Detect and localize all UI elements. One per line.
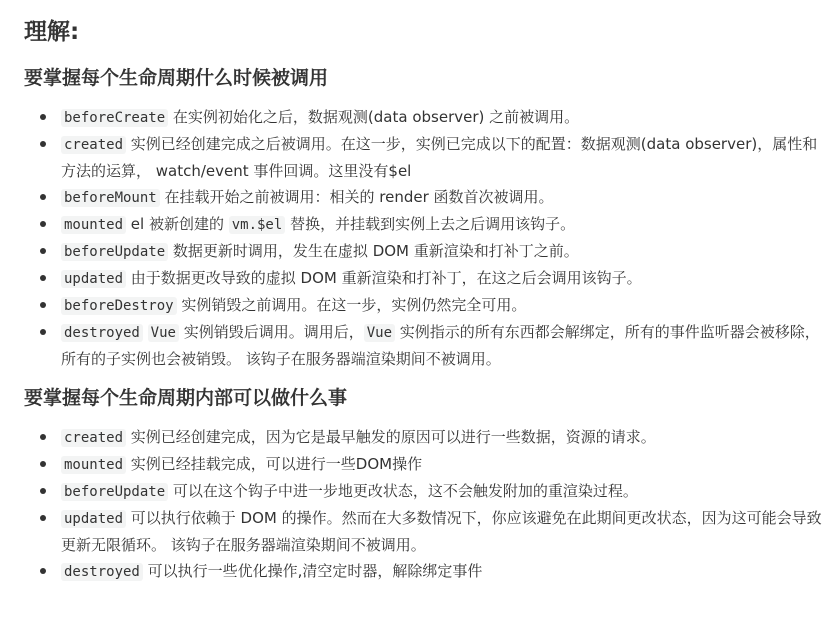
code-term: Vue [148, 324, 179, 342]
code-term: destroyed [61, 563, 143, 581]
item-text: 实例已经创建完成之后被调用。在这一步，实例已完成以下的配置：数据观测(data observer)，属性和方法的运算， watch/event 事件回调。这里没有$el [61, 135, 818, 180]
item-text: 实例销毁之前调用。在这一步，实例仍然完全可用。 [176, 296, 527, 314]
code-term: beforeCreate [61, 109, 168, 127]
list-item [61, 131, 824, 184]
code-term: created [61, 429, 126, 447]
list-item [61, 211, 824, 238]
code-term: beforeUpdate [61, 243, 168, 261]
code-term: created [61, 136, 126, 154]
code-term: mounted [61, 456, 126, 474]
code-term: destroyed [61, 324, 143, 342]
item-text: 在实例初始化之后，数据观测(data observer) 之前被调用。 [168, 108, 580, 126]
item-text: 实例销毁后调用。调用后， [178, 323, 364, 341]
list-item [61, 265, 824, 292]
item-text: 数据更新时调用，发生在虚拟 DOM 重新渲染和打补丁之前。 [168, 242, 579, 260]
code-term: vm.$el [229, 216, 286, 234]
section-what-to-do [24, 384, 824, 585]
document [24, 14, 824, 597]
section-when-called [24, 64, 824, 372]
code-term: updated [61, 270, 126, 288]
item-text: 可以执行一些优化操作,清空定时器，解除绑定事件 [142, 562, 483, 580]
list-item [61, 505, 824, 558]
lifecycle-usage-list [24, 424, 824, 585]
code-term: beforeMount [61, 189, 160, 207]
item-text: 实例已经挂载完成，可以进行一些DOM操作 [126, 455, 423, 473]
list-item [61, 104, 824, 131]
list-item [61, 319, 824, 372]
list-item [61, 451, 824, 478]
list-item [61, 184, 824, 211]
page-title: 理解: [24, 19, 80, 45]
list-item [61, 478, 824, 505]
item-text: 实例已经创建完成，因为它是最早触发的原因可以进行一些数据，资源的请求。 [126, 428, 656, 446]
item-text: 在挂载开始之前被调用：相关的 render 函数首次被调用。 [159, 188, 554, 206]
lifecycle-list [24, 104, 824, 372]
code-term: updated [61, 510, 126, 528]
item-text: 实例指示的所有东西都会解绑定，所有的事件监听器会被移除，所有的子实例也会被销毁。 该钩子在服务器端渲染期间不被调用。 [61, 323, 820, 368]
list-item [61, 424, 824, 451]
code-term: beforeUpdate [61, 483, 168, 501]
list-item [61, 292, 824, 319]
item-text: 由于数据更改导致的虚拟 DOM 重新渲染和打补丁，在这之后会调用该钩子。 [126, 269, 642, 287]
section-heading: 要掌握每个生命周期内部可以做什么事 [24, 387, 348, 409]
section-heading: 要掌握每个生命周期什么时候被调用 [24, 67, 329, 89]
code-term: mounted [61, 216, 126, 234]
code-term: Vue [364, 324, 395, 342]
item-text: el 被新创建的 [126, 215, 229, 233]
item-text: 替换，并挂载到实例上去之后调用该钩子。 [285, 215, 576, 233]
item-text: 可以在这个钩子中进一步地更改状态，这不会触发附加的重渲染过程。 [168, 482, 638, 500]
list-item [61, 558, 824, 585]
list-item [61, 238, 824, 265]
code-term: beforeDestroy [61, 297, 177, 315]
item-text [143, 323, 148, 341]
item-text: 可以执行依赖于 DOM 的操作。然而在大多数情况下，你应该避免在此期间更改状态，因为这可能会导致更新无限循环。 该钩子在服务器端渲染期间不被调用。 [61, 509, 822, 554]
